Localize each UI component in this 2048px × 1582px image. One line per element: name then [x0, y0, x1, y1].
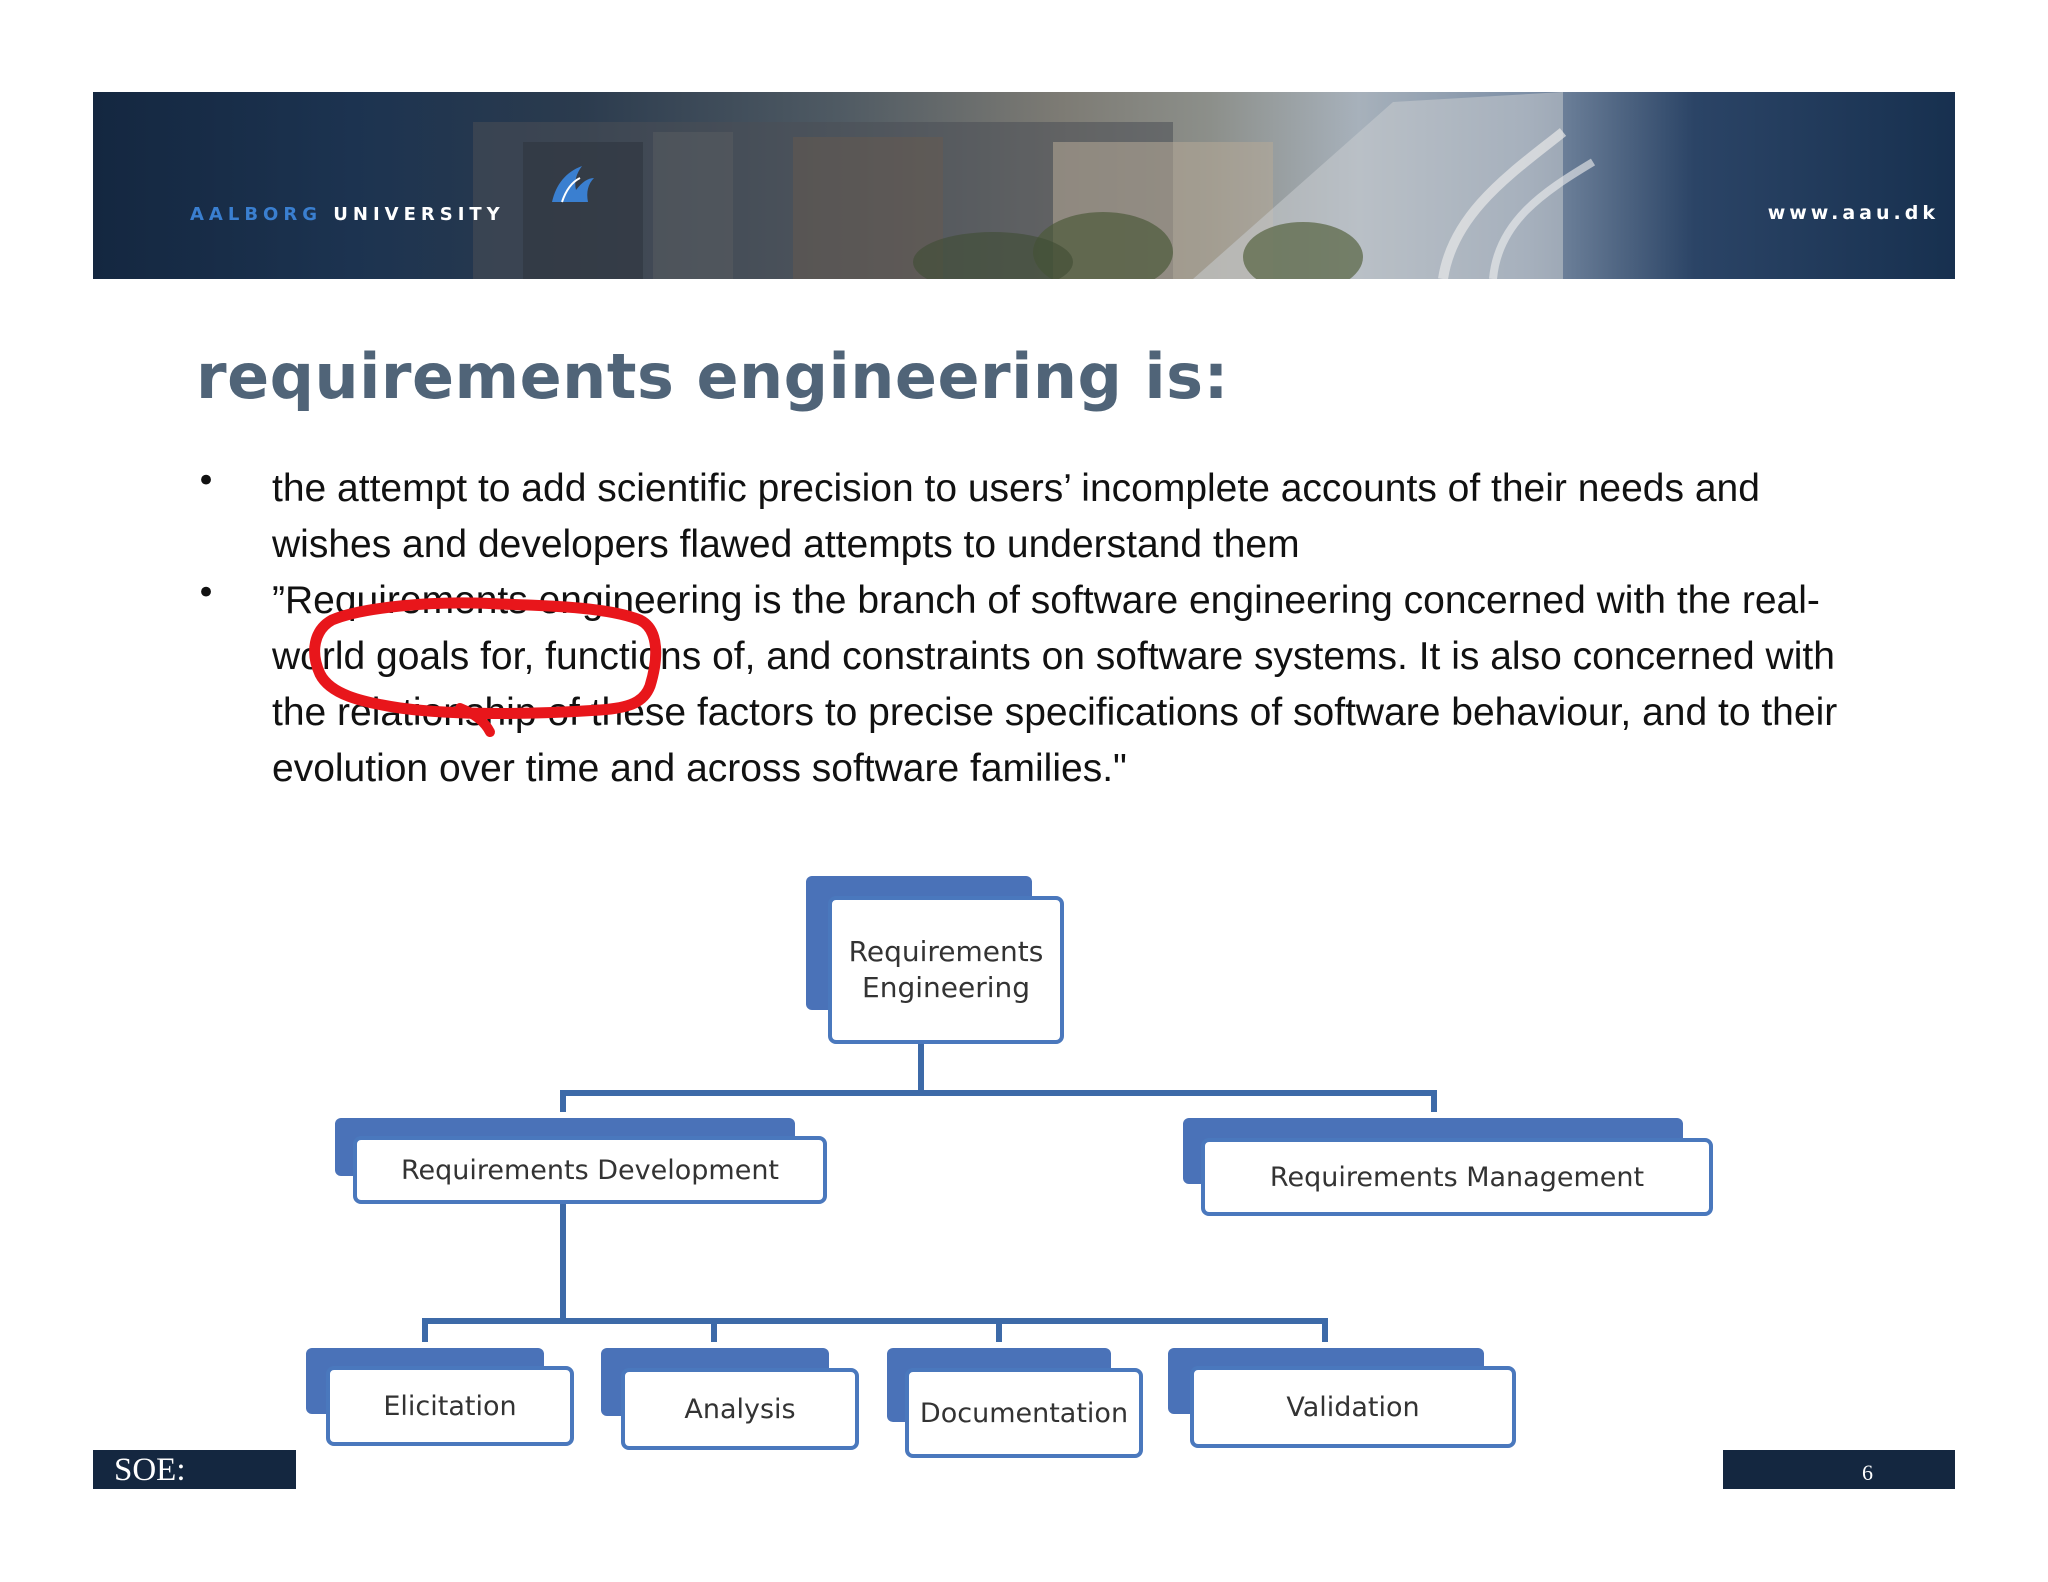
- connector-root-down: [918, 1040, 924, 1096]
- connector-to-documentation: [996, 1318, 1002, 1342]
- university-name-part1: AALBORG: [190, 204, 322, 225]
- slide-title: requirements engineering is:: [196, 340, 1229, 413]
- connector-to-analysis: [711, 1318, 717, 1342]
- diagram-node-requirements-development: [335, 1118, 827, 1204]
- bullet-marker: •: [196, 461, 217, 501]
- footer-right-bar: [1723, 1450, 1955, 1489]
- header-banner: [93, 92, 1955, 279]
- campus-photo: [93, 92, 1955, 279]
- university-url: www.aau.dk: [1767, 202, 1939, 224]
- diagram-node-elicitation: [306, 1348, 574, 1446]
- node-label: Documentation: [905, 1368, 1143, 1458]
- node-label: Validation: [1190, 1366, 1516, 1448]
- footer-course-label: SOE:: [114, 1452, 186, 1488]
- connector-to-validation: [1322, 1318, 1328, 1342]
- university-name: [190, 204, 505, 225]
- diagram-node-documentation: [887, 1348, 1143, 1458]
- connector-level1-horizontal: [560, 1090, 1437, 1096]
- node-label: Requirements Development: [353, 1136, 827, 1204]
- connector-to-elicitation: [422, 1318, 428, 1342]
- red-circle-annotation: [300, 590, 670, 740]
- connector-level2-horizontal: [422, 1318, 1328, 1324]
- bullet-text: the attempt to add scientific precision to users’ incomplete accounts of their needs and wishes and developers flawed attempts to understand them: [272, 467, 1760, 566]
- node-label: Requirements Management: [1201, 1138, 1713, 1216]
- connector-development-down: [560, 1202, 566, 1324]
- diagram-node-requirements-management: [1183, 1118, 1713, 1216]
- aau-logo-icon: [548, 164, 596, 204]
- diagram-node-root: [806, 876, 1064, 1044]
- node-label: Analysis: [621, 1368, 859, 1450]
- diagram-node-analysis: [601, 1348, 859, 1450]
- university-name-part2: UNIVERSITY: [333, 204, 505, 225]
- node-label: Elicitation: [326, 1366, 574, 1446]
- diagram-node-validation: [1168, 1348, 1516, 1448]
- page-number: 6: [1862, 1460, 1873, 1485]
- connector-to-development: [560, 1090, 566, 1112]
- bullet-marker: •: [196, 573, 217, 613]
- node-label: Requirements Engineering: [828, 896, 1064, 1044]
- connector-to-management: [1431, 1090, 1437, 1112]
- bullet-text: ”Requirements engineering is the branch of software engineering concerned with the real-world goals for, functions of, and constraints on software systems. It is also concerned with the relationship of these factors to precise specifications of software behaviour, and to their evolution over time and across software families.": [272, 579, 1838, 790]
